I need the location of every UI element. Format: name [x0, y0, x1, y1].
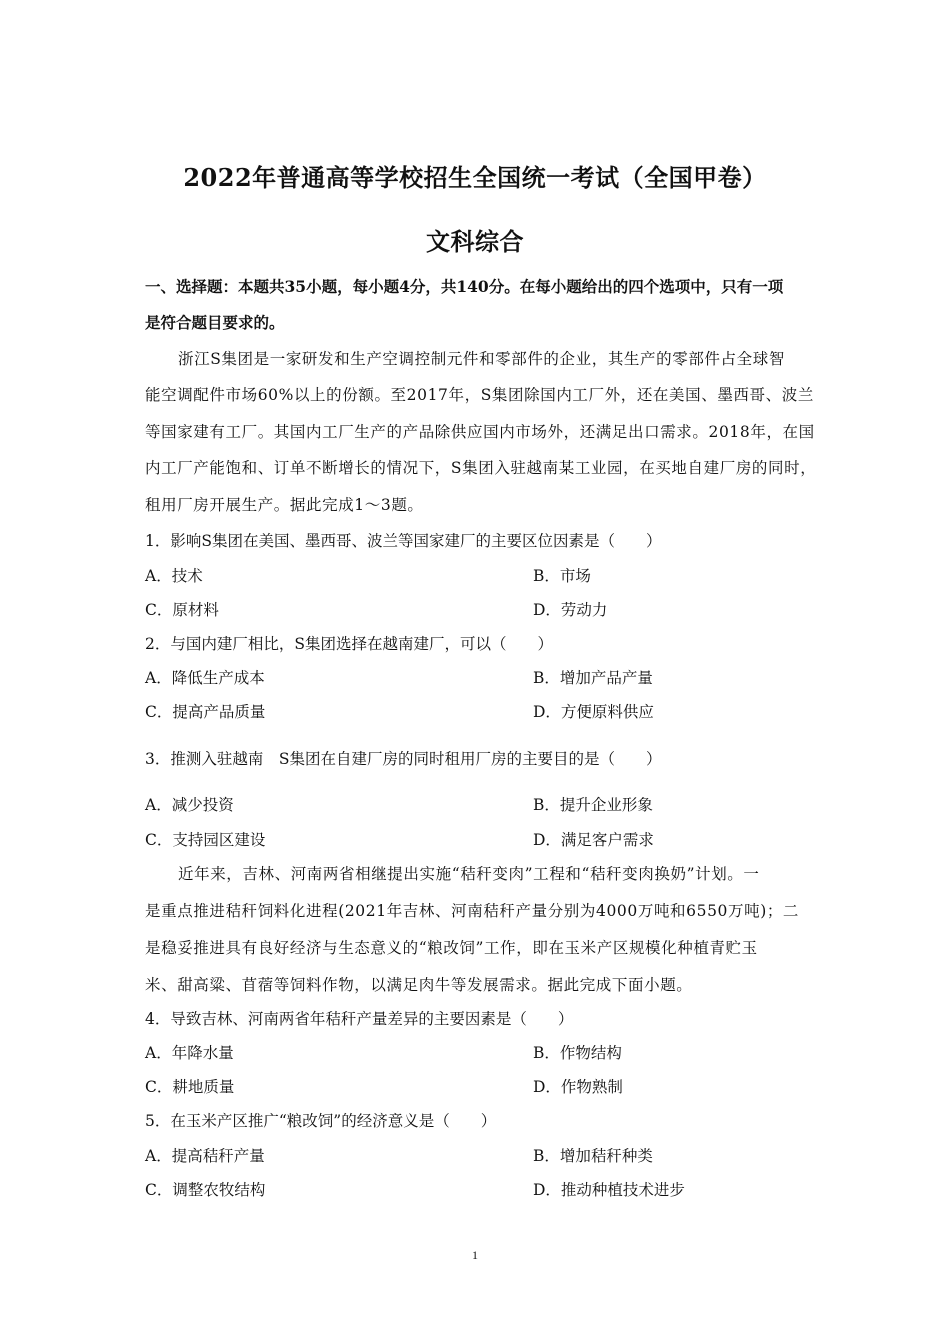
- page-number: 1: [472, 1248, 478, 1262]
- question-5-option-a: A．提高秸秆产量: [145, 1147, 265, 1165]
- section-header-line2: 是符合题目要求的。: [145, 313, 285, 332]
- question-4-option-b: B．作物结构: [533, 1044, 622, 1062]
- question-1-option-b: B．市场: [533, 567, 591, 585]
- passage2-line3: 是稳妥推进具有良好经济与生态意义的“粮改饲”工作，即在玉米产区规模化种植青贮玉: [145, 939, 758, 957]
- question-3-option-a: A．减少投资: [145, 796, 234, 814]
- question-1-option-d: D．劳动力: [533, 601, 608, 619]
- passage2-line2: 是重点推进秸秆饲料化进程(2021年吉林、河南秸秆产量分别为4000万吨和6550万吨)；二: [145, 902, 800, 920]
- question-3-stem: 3．推测入驻越南 S集团在自建厂房的同时租用厂房的主要目的是（ ）: [145, 750, 662, 768]
- passage1-line2: 能空调配件市场60%以上的份额。至2017年，S集团除国内工厂外，还在美国、墨西哥、波兰: [145, 386, 814, 404]
- passage1-line1: 浙江S集团是一家研发和生产空调控制元件和零部件的企业，其生产的零部件占全球智: [178, 350, 785, 368]
- question-2-option-b: B．增加产品产量: [533, 669, 653, 687]
- question-5-option-b: B．增加秸秆种类: [533, 1147, 653, 1165]
- question-3-option-c: C．支持园区建设: [145, 831, 266, 849]
- exam-subtitle: 文科综合: [426, 227, 524, 256]
- passage1-line3: 等国家建有工厂。其国内工厂生产的产品除供应国内市场外，还满足出口需求。2018年，在国: [145, 423, 815, 441]
- passage1-line5: 租用厂房开展生产。据此完成1～3题。: [145, 496, 424, 514]
- section-header-line1: 一、选择题：本题共35小题，每小题4分，共140分。在每小题给出的四个选项中，只有一项: [145, 277, 784, 296]
- question-3-option-b: B．提升企业形象: [533, 796, 653, 814]
- passage1-line4: 内工厂产能饱和、订单不断增长的情况下，S集团入驻越南某工业园，在买地自建厂房的同时，: [145, 459, 817, 477]
- question-4-option-c: C．耕地质量: [145, 1078, 235, 1096]
- question-3-option-d: D．满足客户需求: [533, 831, 654, 849]
- passage2-line4: 米、甜高粱、苜蓿等饲料作物，以满足肉牛等发展需求。据此完成下面小题。: [145, 976, 693, 994]
- question-5-option-c: C．调整农牧结构: [145, 1181, 266, 1199]
- question-2-option-a: A．降低生产成本: [145, 669, 265, 687]
- question-2-option-c: C．提高产品质量: [145, 703, 266, 721]
- exam-title: 2022年普通高等学校招生全国统一考试（全国甲卷）: [183, 163, 767, 192]
- question-4-option-a: A．年降水量: [145, 1044, 234, 1062]
- question-1-option-a: A．技术: [145, 567, 203, 585]
- question-4-stem: 4．导致吉林、河南两省年秸秆产量差异的主要因素是（ ）: [145, 1010, 574, 1028]
- question-2-stem: 2．与国内建厂相比，S集团选择在越南建厂，可以（ ）: [145, 635, 553, 653]
- question-1-option-c: C．原材料: [145, 601, 219, 619]
- question-2-option-d: D．方便原料供应: [533, 703, 654, 721]
- question-4-option-d: D．作物熟制: [533, 1078, 623, 1096]
- question-1-stem: 1．影响S集团在美国、墨西哥、波兰等国家建厂的主要区位因素是（ ）: [145, 532, 662, 550]
- passage2-line1: 近年来，吉林、河南两省相继提出实施“秸秆变肉”工程和“秸秆变肉换奶”计划。一: [178, 865, 760, 883]
- question-5-option-d: D．推动种植技术进步: [533, 1181, 685, 1199]
- question-5-stem: 5．在玉米产区推广“粮改饲”的经济意义是（ ）: [145, 1112, 497, 1130]
